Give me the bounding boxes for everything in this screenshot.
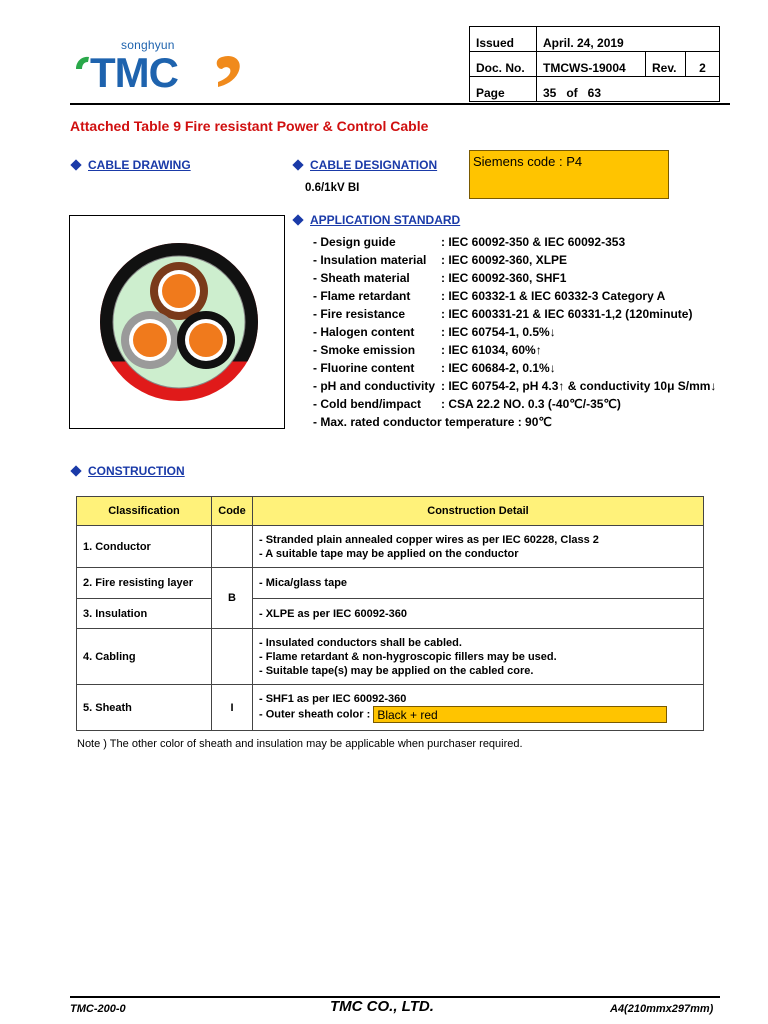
application-standard-list (313, 233, 716, 431)
table-row: 1. Conductor - Stranded plain annealed copper wires as per IEC 60228, Class 2 - A suitable tape may be applied on the conductor (77, 526, 704, 568)
page-title: Attached Table 9 Fire resistant Power & Control Cable (70, 118, 429, 134)
logo-text: TMC (90, 49, 178, 92)
list-item: - Smoke emission : IEC 61034, 60%↑ (313, 343, 542, 357)
list-item: - Halogen content : IEC 60754-1, 0.5%↓ (313, 325, 556, 339)
table-row: 2. Fire resisting layer B - Mica/glass tape (77, 568, 704, 599)
logo-subtitle: songhyun (121, 38, 175, 52)
docno-label: Doc. No. (470, 52, 537, 77)
footer-company-name: TMC CO., LTD. (330, 998, 434, 1015)
section-cable-designation (294, 158, 437, 172)
cable-drawing (69, 215, 285, 429)
diamond-bullet-icon (292, 159, 303, 170)
list-item: - Fluorine content : IEC 60684-2, 0.1%↓ (313, 361, 556, 375)
footer-form-number: TMC-200-0 (70, 1003, 126, 1015)
section-title: APPLICATION STANDARD (310, 213, 461, 227)
list-item: - Design guide : IEC 60092-350 & IEC 60092-353 (313, 235, 626, 249)
company-logo (70, 47, 250, 92)
table-row: 5. Sheath I - SHF1 as per IEC 60092-360 - Outer sheath color : Black + red (77, 685, 704, 731)
max-temperature: - Max. rated conductor temperature : 90℃ (313, 415, 552, 429)
list-item: - Fire resistance : IEC 600331-21 & IEC 60331-1,2 (120minute) (313, 307, 693, 321)
diamond-bullet-icon (292, 214, 303, 225)
column-header: Construction Detail (253, 497, 704, 526)
page-value: 35 of 63 (537, 77, 720, 102)
section-construction (72, 464, 185, 478)
issued-label: Issued (470, 27, 537, 52)
table-row: 3. Insulation - XLPE as per IEC 60092-360 (77, 599, 704, 629)
construction-table (76, 496, 704, 731)
cable-cross-section (70, 216, 284, 428)
diamond-bullet-icon (70, 159, 81, 170)
rev-value: 2 (686, 52, 720, 77)
column-header: Classification (77, 497, 212, 526)
section-application-standard (294, 213, 460, 227)
docno-value: TMCWS-19004 (537, 52, 646, 77)
table-row: 4. Cabling - Insulated conductors shall be cabled. - Flame retardant & non-hygroscopic fillers may be used. - Suitable tape(s) may be applied on the cabled core. (77, 629, 704, 685)
logo-green-swoosh (76, 57, 89, 69)
column-header: Code (212, 497, 253, 526)
list-item: - pH and conductivity : IEC 60754-2, pH 4.3↑ & conductivity 10μ S/mm↓ (313, 379, 717, 393)
section-cable-drawing (72, 158, 191, 172)
header-divider (70, 103, 730, 105)
issued-value: April. 24, 2019 (537, 27, 720, 52)
table-header-row (77, 497, 704, 526)
logo-orange-swoosh (217, 56, 240, 87)
list-item: - Cold bend/impact : CSA 22.2 NO. 0.3 (-40℃/-35℃) (313, 397, 621, 411)
rev-label: Rev. (646, 52, 686, 77)
document-info-table (469, 26, 720, 102)
page-label: Page (470, 77, 537, 102)
list-item: - Flame retardant : IEC 60332-1 & IEC 60332-3 Category A (313, 289, 666, 303)
siemens-code-box: Siemens code : P4 (469, 150, 669, 199)
note-text: Note ) The other color of sheath and insulation may be applicable when purchaser required. (77, 738, 523, 750)
designation-value: 0.6/1kV BI (305, 182, 360, 194)
section-title: CABLE DRAWING (88, 158, 191, 172)
list-item: - Sheath material : IEC 60092-360, SHF1 (313, 271, 567, 285)
footer-paper-size: A4(210mmx297mm) (610, 1003, 714, 1015)
section-title: CABLE DESIGNATION (310, 158, 438, 172)
list-item: - Insulation material : IEC 60092-360, XLPE (313, 253, 568, 267)
section-title: CONSTRUCTION (88, 464, 185, 478)
diamond-bullet-icon (70, 465, 81, 476)
sheath-color-box: Black + red (373, 706, 667, 723)
